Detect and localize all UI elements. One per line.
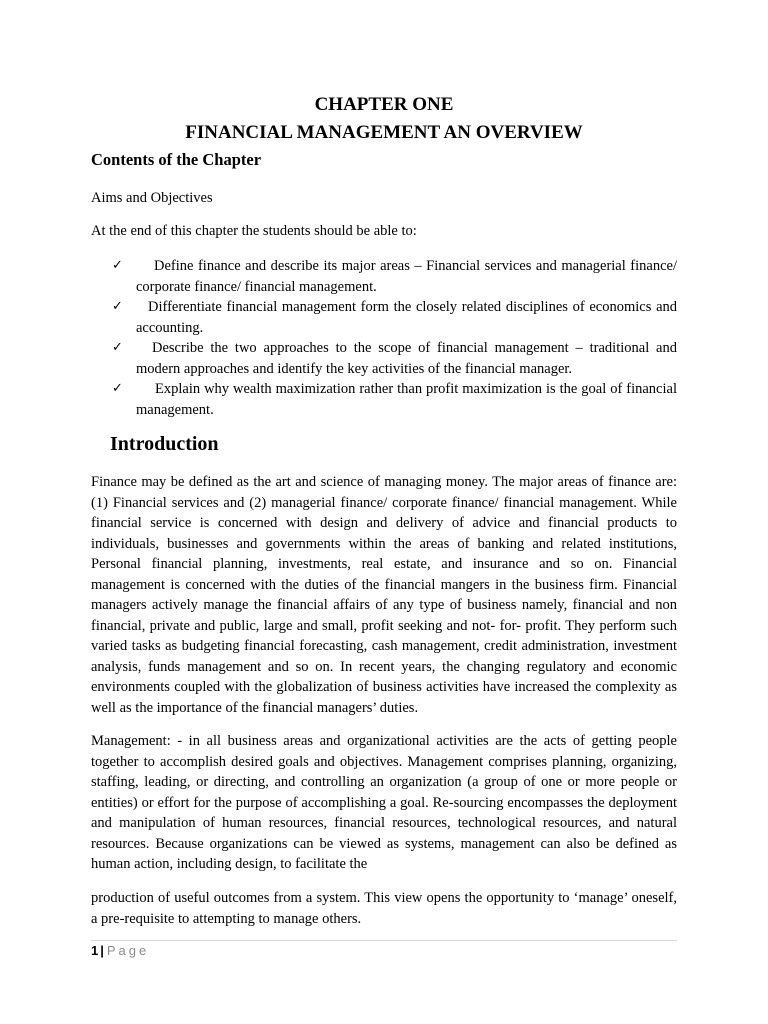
footer-divider	[91, 940, 677, 941]
objective-text: Define finance and describe its major areas – Financial services and managerial finance/ corporate finance/ financial management.	[136, 258, 677, 295]
objective-text: Differentiate financial management form the closely related disciplines of economics and accounting.	[136, 299, 677, 336]
introduction-heading: Introduction	[110, 433, 219, 455]
checkmark-icon: ✓	[112, 381, 123, 396]
chapter-number: CHAPTER ONE	[314, 94, 454, 115]
objective-text: Explain why wealth maximization rather than profit maximization is the goal of financial management.	[136, 381, 677, 418]
list-item	[91, 256, 677, 297]
contents-heading: Contents of the Chapter	[91, 150, 262, 169]
checkmark-icon: ✓	[112, 258, 123, 273]
paragraph-production: production of useful outcomes from a system. This view opens the opportunity to ‘manage’ oneself, a pre-requisite to attempting to manage others.	[91, 890, 677, 927]
objective-text: Describe the two approaches to the scope of financial management – traditional and modern approaches and identify the key activities of the financial manager.	[136, 340, 677, 377]
page-footer	[91, 943, 149, 958]
chapter-title: FINANCIAL MANAGEMENT AN OVERVIEW	[185, 122, 583, 143]
page-label: Page	[106, 943, 150, 958]
list-item	[91, 297, 677, 338]
page-number: 1	[91, 943, 99, 958]
objectives-lead: At the end of this chapter the students should be able to:	[91, 223, 417, 239]
checkmark-icon: ✓	[112, 340, 123, 355]
objectives-list	[91, 256, 677, 420]
paragraph-management: Management: - in all business areas and organizational activities are the acts of getting people together to accomplish desired goals and objectives. Management comprises planning, organizing, staffing, leading, or directing, and controlling an organization (a group of one or more people or entities) or effort for the purpose of accomplishing a goal. Re-sourcing encompasses the deployment and manipulation of human resources, financial resources, technological resources, and natural resources. Because organizations can be viewed as systems, management can also be defined as human action, including design, to facilitate the	[91, 733, 677, 872]
list-item	[91, 338, 677, 379]
checkmark-icon: ✓	[112, 299, 123, 314]
aims-label: Aims and Objectives	[91, 190, 213, 206]
footer-separator: |	[100, 943, 104, 958]
paragraph-finance: Finance may be defined as the art and science of managing money. The major areas of finance are: (1) Financial services and (2) managerial finance/ corporate finance/ financial management. While financial service is concerned with design and delivery of advice and financial products to individuals, businesses and governments within the areas of banking and related institutions, Personal financial planning, investments, real estate, and insurance and so on. Financial management is concerned with the duties of the financial mangers in the business firm. Financial managers actively manage the financial affairs of any type of business namely, financial and non financial, private and public, large and small, profit seeking and not- for- profit. They perform such varied tasks as budgeting financial forecasting, cash management, credit administration, investment analysis, funds management and so on. In recent years, the changing regulatory and economic environments coupled with the globalization of business activities have increased the complexity as well as the importance of the financial managers’ duties.	[91, 474, 677, 716]
list-item	[91, 379, 677, 420]
